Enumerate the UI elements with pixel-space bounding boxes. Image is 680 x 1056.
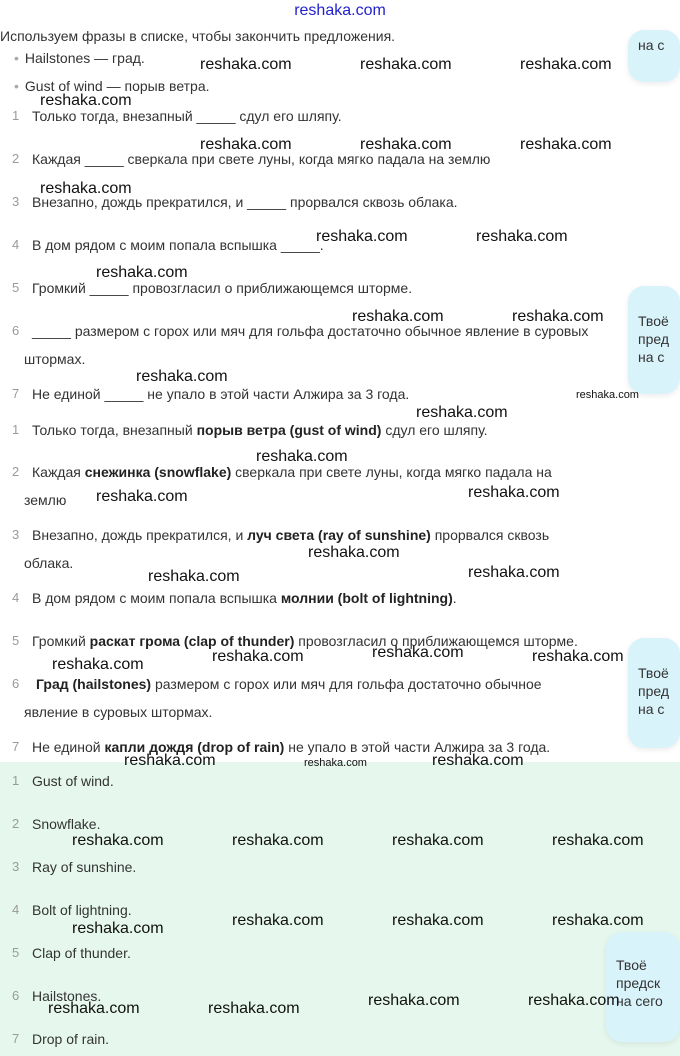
filled-number: 3 xyxy=(12,527,20,542)
watermark: reshaka.com xyxy=(392,912,484,929)
filled-row: 7 Не единой капли дождя (drop of rain) не упало в этой части Алжира за 3 года. xyxy=(0,733,630,761)
watermark: reshaka.com xyxy=(368,992,460,1009)
question-row xyxy=(0,380,630,408)
watermark: reshaka.com xyxy=(48,1000,140,1017)
watermark: reshaka.com xyxy=(96,264,188,281)
question-text: Внезапно, дождь прекратился, и _____ прорвался сквозь облака. xyxy=(32,194,458,210)
answer-row xyxy=(0,939,630,967)
watermark: reshaka.com xyxy=(308,544,400,561)
bullet-text: Gust of wind — порыв ветра. xyxy=(24,78,210,94)
hint-bubble[interactable]: Твоё пред на с xyxy=(628,638,680,748)
filled-continued: облака. xyxy=(24,555,74,571)
answer-number: 4 xyxy=(12,902,20,917)
answer-text: Snowflake. xyxy=(32,816,101,832)
question-text: Не единой _____ не упало в этой части Алжира за 3 года. xyxy=(32,386,410,402)
filled-number: 5 xyxy=(12,633,20,648)
question-number: 4 xyxy=(12,237,20,252)
filled-row: 4 В дом рядом с моим попала вспышка молнии (bolt of lightning). xyxy=(0,584,630,612)
hint-bubble[interactable]: на с xyxy=(628,30,680,82)
watermark: reshaka.com xyxy=(512,308,604,325)
answer-phrase: луч света (ray of sunshine) xyxy=(247,527,431,543)
watermark: reshaka.com xyxy=(212,648,304,665)
answer-text: Bolt of lightning. xyxy=(32,902,132,918)
hint-bubble[interactable]: Твоё пред на с xyxy=(628,286,680,394)
answer-phrase: Град (hailstones) xyxy=(36,676,152,692)
answer-number: 5 xyxy=(12,945,20,960)
question-text: Каждая _____ сверкала при свете луны, когда мягко падала на землю xyxy=(32,151,491,167)
question-number: 7 xyxy=(12,386,20,401)
watermark: reshaka.com xyxy=(232,832,324,849)
filled-row: 2 Каждая снежинка (snowflake) сверкала при свете луны, когда мягко падала на землю xyxy=(0,458,630,514)
filled-number: 6 xyxy=(12,676,20,691)
hint-bubble[interactable]: Твоё предск на сего xyxy=(606,932,680,1042)
watermark: reshaka.com xyxy=(392,832,484,849)
answer-phrase: снежинка (snowflake) xyxy=(84,464,232,480)
filled-row: 1 Только тогда, внезапный порыв ветра (gust of wind) сдул его шляпу. xyxy=(0,416,630,444)
watermark: reshaka.com xyxy=(40,180,132,197)
watermark: reshaka.com xyxy=(360,56,452,73)
watermark: reshaka.com xyxy=(304,757,367,769)
filled-row: 3 Внезапно, дождь прекратился, и луч света (ray of sunshine) прорвался сквозь облака. xyxy=(0,521,630,577)
answer-row xyxy=(0,1025,630,1053)
watermark: reshaka.com xyxy=(40,92,132,109)
question-text: В дом рядом с моим попала вспышка _____. xyxy=(32,237,324,253)
watermark: reshaka.com xyxy=(532,648,624,665)
filled-row: 6 Град (hailstones) размером с горох или мяч для гольфа достаточно обычное явление в суровых штормах. xyxy=(0,670,630,726)
watermark: reshaka.com xyxy=(372,644,464,661)
watermark: reshaka.com xyxy=(360,136,452,153)
answer-row xyxy=(0,767,630,795)
watermark: reshaka.com xyxy=(200,136,292,153)
answer-text: Hailstones. xyxy=(32,988,102,1004)
watermark: reshaka.com xyxy=(352,308,444,325)
answer-text: Ray of sunshine. xyxy=(32,859,137,875)
question-number: 2 xyxy=(12,151,20,166)
watermark: reshaka.com xyxy=(576,389,639,401)
answer-number: 1 xyxy=(12,773,20,788)
watermark: reshaka.com xyxy=(52,656,144,673)
answer-row xyxy=(0,853,630,881)
watermark: reshaka.com xyxy=(520,136,612,153)
watermark: reshaka.com xyxy=(200,56,292,73)
question-text-continued: штормах. xyxy=(24,351,86,367)
answer-number: 6 xyxy=(12,988,20,1003)
question-text: Только тогда, внезапный _____ сдул его шляпу. xyxy=(32,108,342,124)
watermark: reshaka.com xyxy=(476,228,568,245)
filled-continued: явление в суровых штормах. xyxy=(24,704,213,720)
filled-number: 7 xyxy=(12,739,20,754)
watermark: reshaka.com xyxy=(552,832,644,849)
watermark: reshaka.com xyxy=(208,1000,300,1017)
question-text: Громкий _____ провозгласил о приближающемся шторме. xyxy=(32,280,413,296)
question-number: 6 xyxy=(12,323,20,338)
answer-phrase: капли дождя (drop of rain) xyxy=(104,739,285,755)
answer-number: 7 xyxy=(12,1031,20,1046)
watermark: reshaka.com xyxy=(124,752,216,769)
answer-phrase: раскат грома (clap of thunder) xyxy=(89,633,295,649)
watermark: reshaka.com xyxy=(136,368,228,385)
watermark: reshaka.com xyxy=(232,912,324,929)
bullet-text: Hailstones — град. xyxy=(24,50,145,66)
watermark: reshaka.com xyxy=(468,564,560,581)
watermark: reshaka.com xyxy=(432,752,524,769)
question-number: 3 xyxy=(12,194,20,209)
filled-number: 4 xyxy=(12,590,20,605)
watermark: reshaka.com xyxy=(520,56,612,73)
watermark: reshaka.com xyxy=(148,568,240,585)
watermark: reshaka.com xyxy=(256,448,348,465)
answer-number: 2 xyxy=(12,816,20,831)
answer-phrase: молнии (bolt of lightning) xyxy=(280,590,453,606)
answer-number: 3 xyxy=(12,859,20,874)
answer-text: Drop of rain. xyxy=(32,1031,110,1047)
filled-number: 1 xyxy=(12,422,20,437)
answer-text: Clap of thunder. xyxy=(32,945,131,961)
bullet-item: • Gust of wind — порыв ветра. xyxy=(14,78,210,94)
watermark: reshaka.com xyxy=(96,488,188,505)
watermark: reshaka.com xyxy=(552,912,644,929)
task-instruction: Используем фразы в списке, чтобы закончить предложения. xyxy=(0,28,396,44)
answer-text: Gust of wind. xyxy=(32,773,114,789)
filled-row: 5 Громкий раскат грома (clap of thunder) провозгласил о приближающемся шторме. xyxy=(0,627,630,655)
question-text: _____ размером с горох или мяч для гольфа достаточно обычное явление в суровых xyxy=(32,323,589,339)
watermark: reshaka.com xyxy=(72,920,164,937)
answer-phrase: порыв ветра (gust of wind) xyxy=(196,422,382,438)
question-number: 5 xyxy=(12,280,20,295)
watermark: reshaka.com xyxy=(468,484,560,501)
bullet-item: • Hailstones — град. xyxy=(14,50,145,66)
filled-number: 2 xyxy=(12,464,20,479)
filled-continued: землю xyxy=(24,492,67,508)
site-header-link[interactable]: reshaka.com xyxy=(294,2,386,19)
question-row xyxy=(0,274,630,302)
watermark: reshaka.com xyxy=(316,228,408,245)
watermark: reshaka.com xyxy=(72,832,164,849)
watermark: reshaka.com xyxy=(416,404,508,421)
question-number: 1 xyxy=(12,108,20,123)
watermark: reshaka.com xyxy=(528,992,620,1009)
